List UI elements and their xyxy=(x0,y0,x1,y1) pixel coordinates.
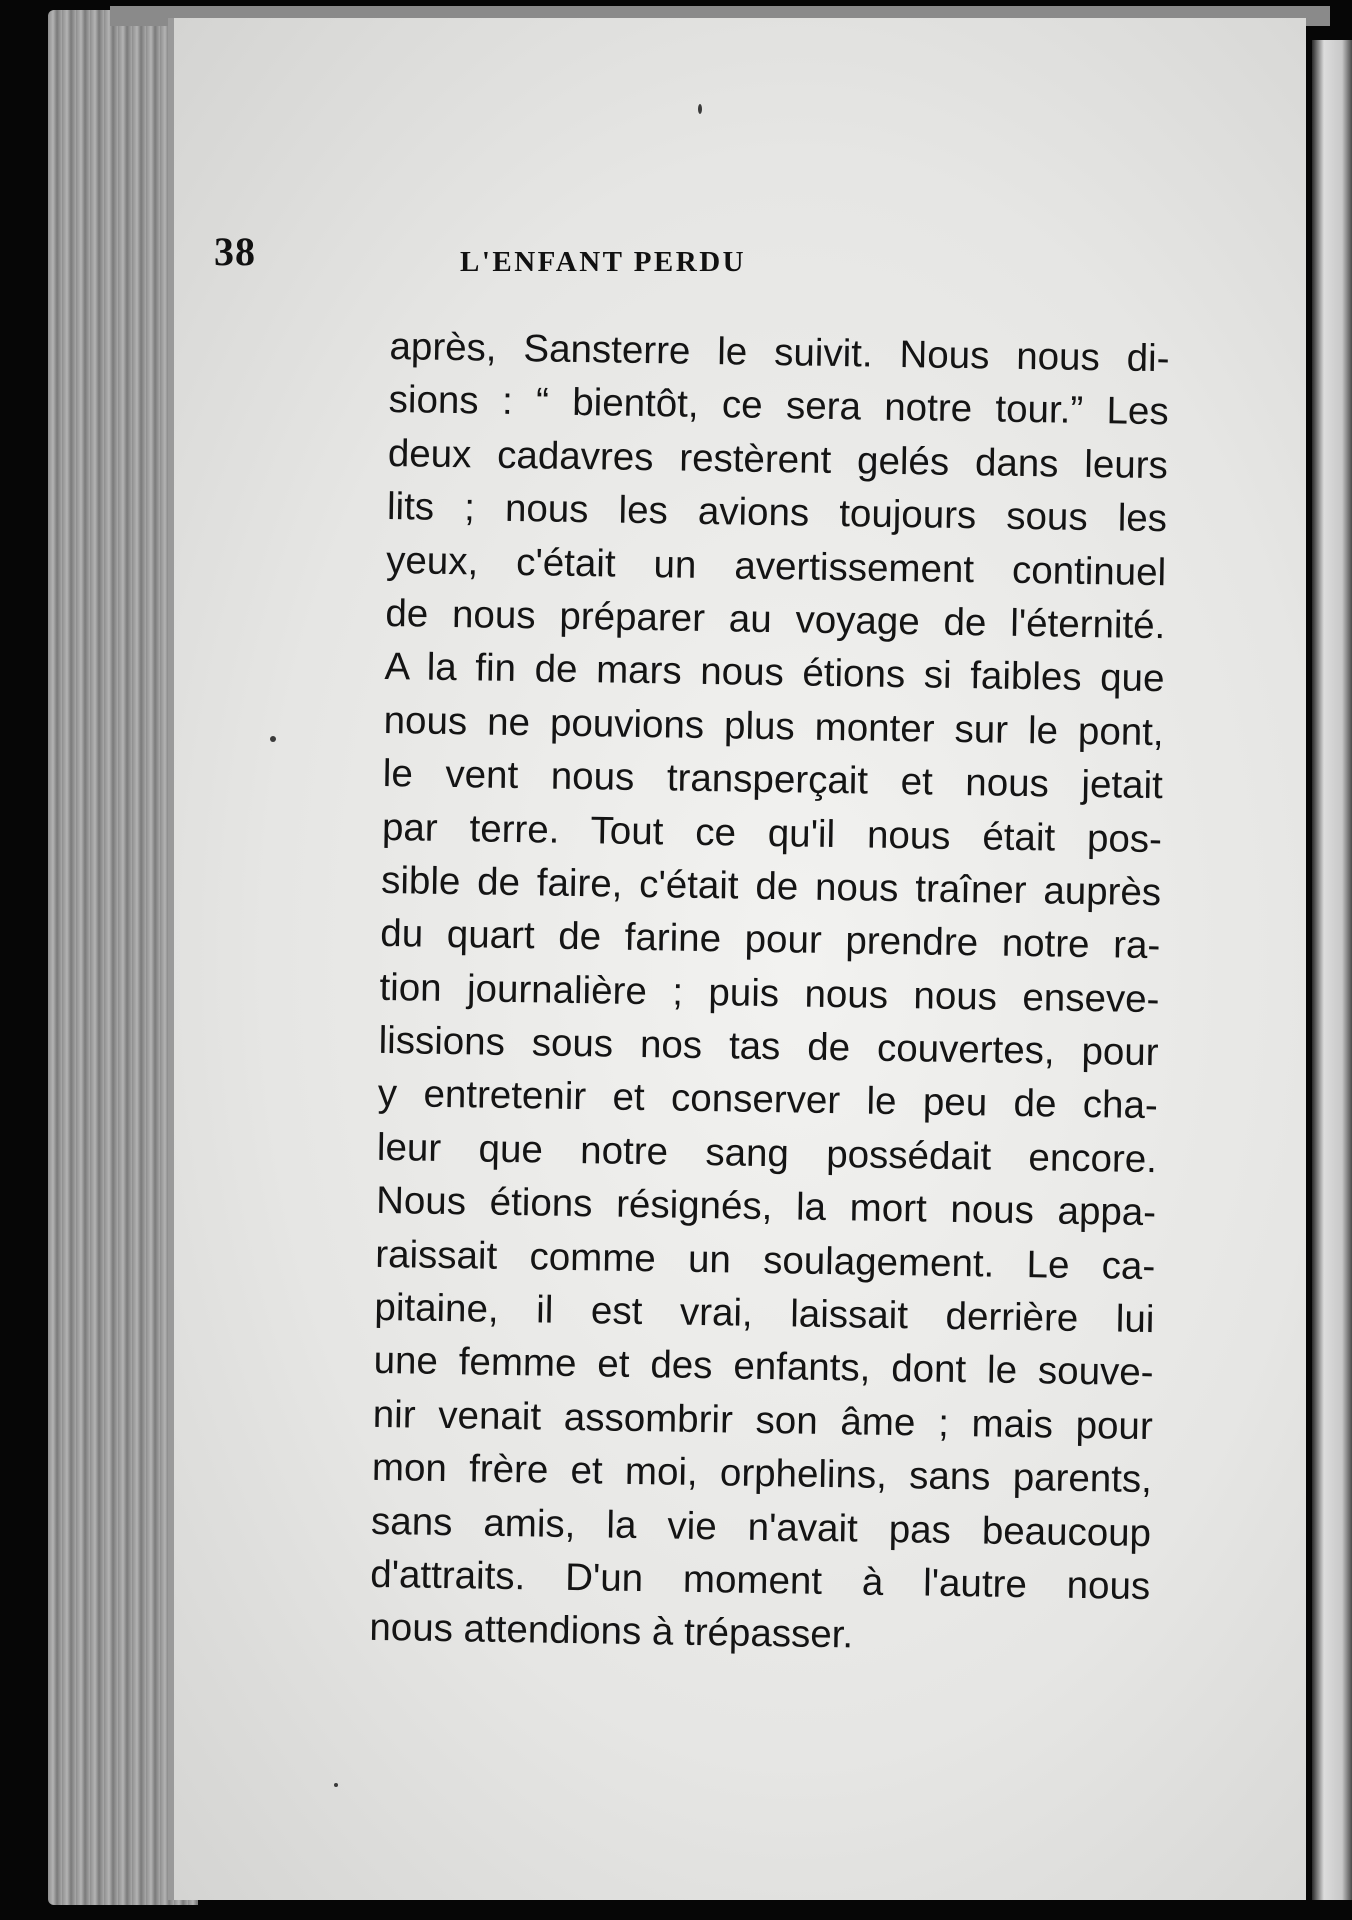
paper-speck xyxy=(270,736,276,742)
page-header xyxy=(214,228,990,278)
text-line: raissait comme un soulagement. Le ca- xyxy=(374,1232,1156,1288)
text-line: sions : “ bientôt, ce sera notre tour.” Les xyxy=(388,378,1169,434)
text-line: Nous étions résignés, la mort nous appa- xyxy=(375,1179,1157,1235)
text-line: deux cadavres restèrent gelés dans leurs xyxy=(387,431,1169,488)
text-line: de nous préparer au voyage de l'éternité. xyxy=(385,591,1166,648)
text-line: nous ne pouvions plus monter sur le pont, xyxy=(383,698,1164,754)
text-line: lissions sous nos tas de couvertes, pour xyxy=(378,1018,1159,1075)
text-line: nir venait assombrir son âme ; mais pour xyxy=(372,1392,1154,1448)
page-number: 38 xyxy=(214,229,256,274)
text-line: tion journalière ; puis nous nous enseve- xyxy=(379,965,1160,1021)
text-line: leur que notre sang possédait encore. xyxy=(376,1125,1158,1182)
text-line: après, Sansterre le suivit. Nous nous di- xyxy=(389,324,1170,381)
text-line: une femme et des enfants, dont le souve- xyxy=(373,1339,1154,1395)
text-line: le vent nous transperçait et nous jetait xyxy=(382,752,1164,808)
text-line: sible de faire, c'était de nous traîner auprès xyxy=(380,858,1162,915)
paper-speck xyxy=(334,1783,338,1787)
text-line: y entretenir et conserver le peu de cha- xyxy=(377,1072,1159,1128)
text-line: sans amis, la vie n'avait pas beaucoup xyxy=(370,1499,1152,1555)
text-line: mon frère et moi, orphelins, sans parents, xyxy=(371,1446,1153,1502)
text-line: d'attraits. D'un moment à l'autre nous xyxy=(369,1552,1151,1609)
binding-edge xyxy=(1312,40,1352,1900)
body-text xyxy=(369,320,1170,1667)
text-line: yeux, c'était un avertissement continuel xyxy=(385,538,1167,594)
text-line: pitaine, il est vrai, laissait derrière lui xyxy=(374,1285,1155,1342)
text-line: A la fin de mars nous étions si faibles que xyxy=(384,645,1165,701)
text-line: par terre. Tout ce qu'il nous était pos- xyxy=(381,805,1163,861)
text-line: lits ; nous les avions toujours sous les xyxy=(386,485,1168,541)
paper-speck xyxy=(698,104,702,114)
text-line: du quart de farine pour prendre notre ra- xyxy=(380,912,1161,968)
running-title: L'ENFANT PERDU xyxy=(460,246,747,278)
text-line: nous attendions à trépasser. xyxy=(369,1606,854,1657)
